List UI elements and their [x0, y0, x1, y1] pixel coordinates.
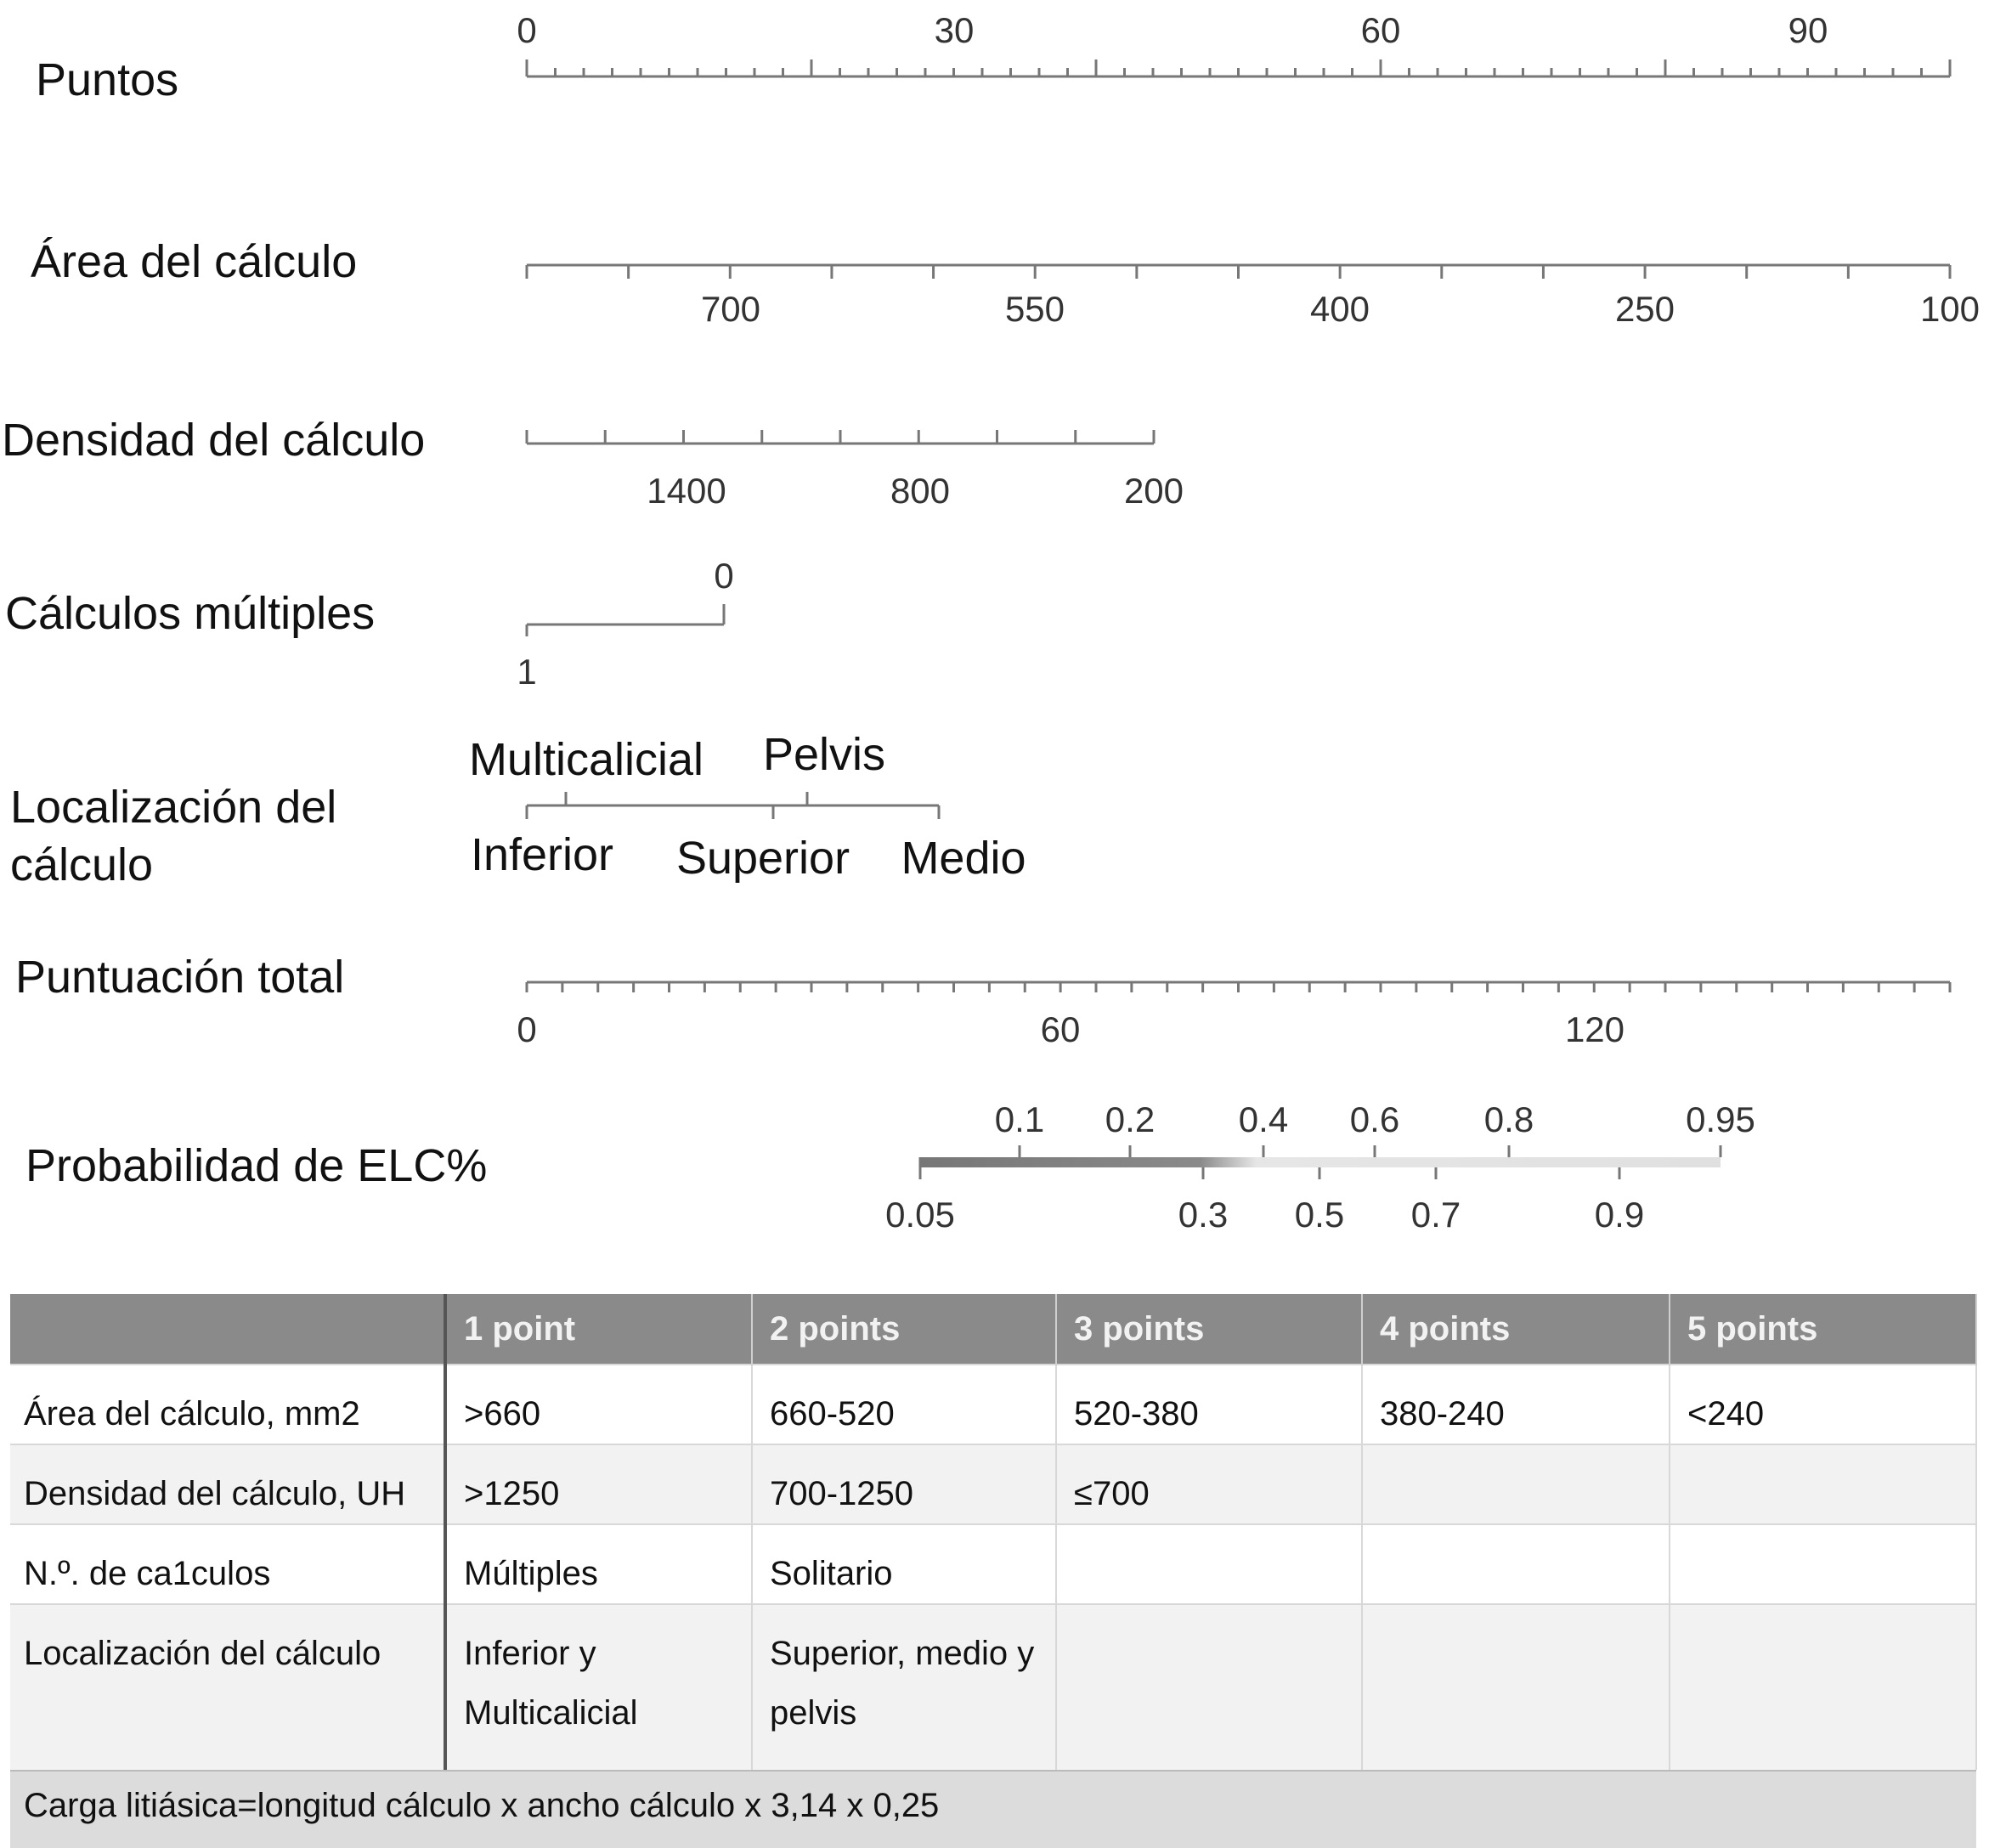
table-header-row	[10, 1294, 1976, 1365]
tick-label: 200	[1123, 471, 1184, 511]
table-cell: N.º. de ca1culos	[10, 1524, 445, 1604]
tick-label: 0.1	[994, 1099, 1045, 1139]
tick-label: 250	[1614, 289, 1675, 329]
tick-label: 550	[1004, 289, 1065, 329]
table-cell: Múltiples	[445, 1524, 752, 1604]
tick-label: 0.4	[1238, 1099, 1289, 1139]
table-cell: 700-1250	[752, 1444, 1056, 1524]
table-cell: <240	[1670, 1365, 1976, 1444]
tick-label: 400	[1309, 289, 1370, 329]
tick-label: 100	[1919, 289, 1981, 329]
tick-label: 700	[700, 289, 761, 329]
tick-label: 0.9	[1594, 1195, 1645, 1235]
row-label: Densidad del cálculo	[2, 415, 426, 466]
category-label: Multicalicial	[468, 734, 704, 785]
table-header-cell: 3 points	[1056, 1294, 1362, 1365]
table-header-cell	[10, 1294, 445, 1365]
row-label: Probabilidad de ELC%	[25, 1140, 488, 1191]
row-label: Puntuación total	[15, 952, 345, 1003]
points-table	[10, 1294, 1977, 1770]
table-cell: Localización del cálculo	[10, 1604, 445, 1770]
row-label: cálculo	[10, 839, 154, 890]
category-label: Medio	[901, 833, 1026, 884]
table-cell: 380-240	[1362, 1365, 1670, 1444]
row-label: Localización del	[10, 782, 337, 833]
category-label: Inferior	[470, 829, 614, 880]
tick-label: 0.05	[885, 1195, 955, 1235]
table-cell: >1250	[445, 1444, 752, 1524]
category-label: Superior	[675, 833, 850, 884]
category-label: Pelvis	[762, 729, 886, 780]
tick-label: 60	[1360, 10, 1401, 50]
tick-label: 0	[517, 10, 537, 50]
table-cell: 660-520	[752, 1365, 1056, 1444]
table-header-cell: 4 points	[1362, 1294, 1670, 1365]
table-cell: Superior, medio y pelvis	[752, 1604, 1056, 1770]
tick-label: 1	[517, 652, 537, 692]
table-header-cell: 1 point	[445, 1294, 752, 1365]
tick-label: 1400	[647, 471, 726, 511]
table-cell: 520-380	[1056, 1365, 1362, 1444]
tick-label: 0.6	[1349, 1099, 1400, 1139]
table-header-cell: 2 points	[752, 1294, 1056, 1365]
tick-label: 0.8	[1483, 1099, 1534, 1139]
tick-label: 800	[890, 471, 951, 511]
points-table-container	[10, 1294, 1976, 1848]
tick-label: 0	[517, 1009, 537, 1049]
table-cell	[1056, 1524, 1362, 1604]
row-label: Cálculos múltiples	[5, 588, 376, 639]
table-cell: Solitario	[752, 1524, 1056, 1604]
tick-label: 0	[714, 556, 734, 596]
row-label: Área del cálculo	[31, 236, 358, 287]
table-cell: Área del cálculo, mm2	[10, 1365, 445, 1444]
table-row	[10, 1365, 1976, 1444]
table-cell: Inferior y Multicalicial	[445, 1604, 752, 1770]
table-header-cell: 5 points	[1670, 1294, 1976, 1365]
table-row	[10, 1604, 1976, 1770]
table-row	[10, 1444, 1976, 1524]
table-cell	[1670, 1524, 1976, 1604]
tick-label: 0.95	[1686, 1099, 1755, 1139]
tick-label: 30	[934, 10, 975, 50]
tick-label: 90	[1788, 10, 1828, 50]
table-cell	[1362, 1444, 1670, 1524]
table-row	[10, 1524, 1976, 1604]
table-cell: Densidad del cálculo, UH	[10, 1444, 445, 1524]
row-label: Puntos	[36, 54, 179, 105]
table-cell	[1670, 1444, 1976, 1524]
tick-label: 0.5	[1294, 1195, 1345, 1235]
table-cell: ≤700	[1056, 1444, 1362, 1524]
table-cell	[1362, 1604, 1670, 1770]
tick-label: 0.3	[1178, 1195, 1229, 1235]
table-cell	[1670, 1604, 1976, 1770]
table-cell	[1056, 1604, 1362, 1770]
tick-label: 60	[1040, 1009, 1081, 1049]
tick-label: 0.2	[1105, 1099, 1156, 1139]
table-cell: >660	[445, 1365, 752, 1444]
tick-label: 0.7	[1410, 1195, 1461, 1235]
table-cell	[1362, 1524, 1670, 1604]
probability-bar	[920, 1157, 1721, 1167]
table-footer-note: Carga litiásica=longitud cálculo x ancho cálculo x 3,14 x 0,25	[10, 1770, 1976, 1848]
tick-label: 120	[1564, 1009, 1625, 1049]
